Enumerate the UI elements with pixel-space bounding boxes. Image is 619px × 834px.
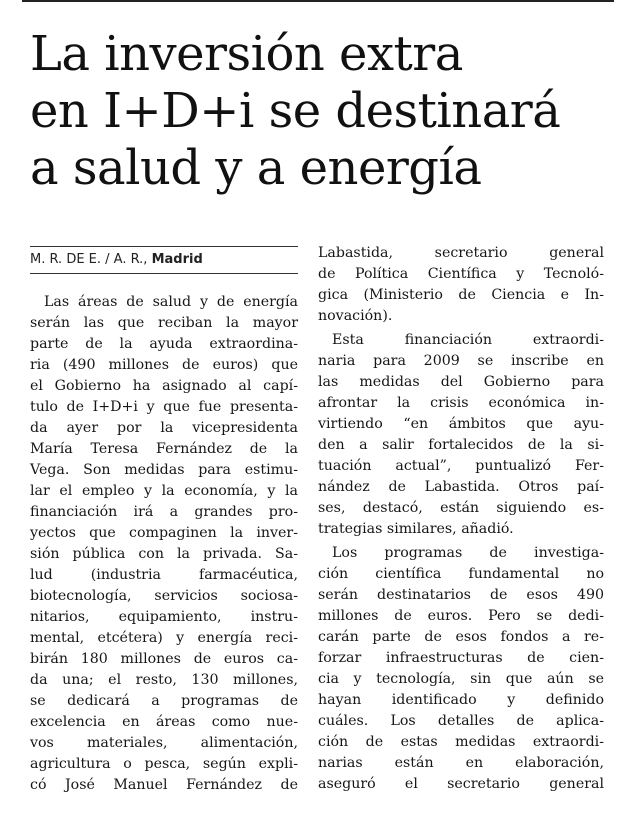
text-line: Vega. Son medidas para estimu- xyxy=(30,462,298,478)
text-line: có José Manuel Fernández de xyxy=(30,777,298,793)
body-paragraph xyxy=(30,292,298,796)
text-line: yectos que compaginen la inver- xyxy=(30,525,298,541)
text-line: biotecnología, servicios sociosa- xyxy=(30,588,298,604)
text-line: serán destinatarios de esos 490 xyxy=(318,587,604,603)
body-column-2 xyxy=(318,243,604,795)
text-line: nández de Labastida. Otros paí- xyxy=(318,479,604,495)
text-line: trategias similares, añadió. xyxy=(318,521,514,537)
text-line: narias están en elaboración, xyxy=(318,755,604,771)
byline-block xyxy=(30,246,298,274)
text-line: gica (Ministerio de Ciencia e In- xyxy=(318,287,604,303)
text-line: Los programas de investiga- xyxy=(332,545,604,561)
text-line: aseguró el secretario general xyxy=(318,776,604,792)
text-line: carán parte de esos fondos a re- xyxy=(318,629,604,645)
text-line: Esta financiación extraordi- xyxy=(332,332,604,348)
body-column-1 xyxy=(30,292,298,796)
headline-line: a salud y a energía xyxy=(30,140,482,196)
text-line: ción de estas medidas extraordi- xyxy=(318,734,604,750)
text-line: las medidas del Gobierno para xyxy=(318,374,604,390)
byline xyxy=(30,251,298,269)
headline xyxy=(30,26,615,197)
byline-rule xyxy=(30,273,298,274)
text-line: afrontar la crisis económica in- xyxy=(318,395,604,411)
text-line: tuación actual”, puntualizó Fer- xyxy=(318,458,604,474)
text-line: de Política Científica y Tecnoló- xyxy=(318,266,604,282)
byline-authors: M. R. DE E. / A. R., xyxy=(30,252,148,267)
text-line: den a salir fortalecidos de la si- xyxy=(318,437,604,453)
text-line: el Gobierno ha asignado al capí- xyxy=(30,378,298,394)
headline-line: en I+D+i se destinará xyxy=(30,83,561,139)
text-line: naria para 2009 se inscribe en xyxy=(318,353,604,369)
text-line: ses, destacó, están siguiendo es- xyxy=(318,500,604,516)
body-paragraph xyxy=(318,543,604,795)
text-line: lud (industria farmacéutica, xyxy=(30,567,298,583)
text-line: virtiendo “en ámbitos que ayu- xyxy=(318,416,604,432)
text-line: birán 180 millones de euros ca- xyxy=(30,651,298,667)
top-rule xyxy=(22,0,614,2)
text-line: financiación irá a grandes pro- xyxy=(30,504,298,520)
text-line: cuáles. Los detalles de aplica- xyxy=(318,713,604,729)
body-paragraph xyxy=(318,243,604,327)
text-line: nitarios, equipamiento, instru- xyxy=(30,609,298,625)
text-line: agricultura o pesca, según expli- xyxy=(30,756,298,772)
text-line: novación). xyxy=(318,308,393,324)
text-line: da una; el resto, 130 millones, xyxy=(30,672,298,688)
byline-rule xyxy=(30,246,298,247)
text-line: ria (490 millones de euros) que xyxy=(30,357,298,373)
text-line: tulo de I+D+i y que fue presenta- xyxy=(30,399,298,415)
text-line: lar el empleo y la economía, y la xyxy=(30,483,298,499)
text-line: cia y tecnología, sin que aún se xyxy=(318,671,604,687)
text-line: da ayer por la vicepresidenta xyxy=(30,420,298,436)
text-line: hayan identificado y definido xyxy=(318,692,604,708)
text-line: millones de euros. Pero se dedi- xyxy=(318,608,604,624)
text-line: Las áreas de salud y de energía xyxy=(44,294,298,310)
text-line: María Teresa Fernández de la xyxy=(30,441,298,457)
text-line: serán las que reciban la mayor xyxy=(30,315,298,331)
body-paragraph xyxy=(318,330,604,540)
text-line: vos materiales, alimentación, xyxy=(30,735,298,751)
headline-line: La inversión extra xyxy=(30,26,463,82)
byline-city: Madrid xyxy=(151,252,203,267)
text-line: forzar infraestructuras de cien- xyxy=(318,650,604,666)
text-line: parte de la ayuda extraordina- xyxy=(30,336,298,352)
text-line: mental, etcétera) y energía reci- xyxy=(30,630,298,646)
text-line: Labastida, secretario general xyxy=(318,245,604,261)
text-line: ción científica fundamental no xyxy=(318,566,604,582)
text-line: excelencia en áreas como nue- xyxy=(30,714,298,730)
text-line: sión pública con la privada. Sa- xyxy=(30,546,298,562)
text-line: se dedicará a programas de xyxy=(30,693,298,709)
